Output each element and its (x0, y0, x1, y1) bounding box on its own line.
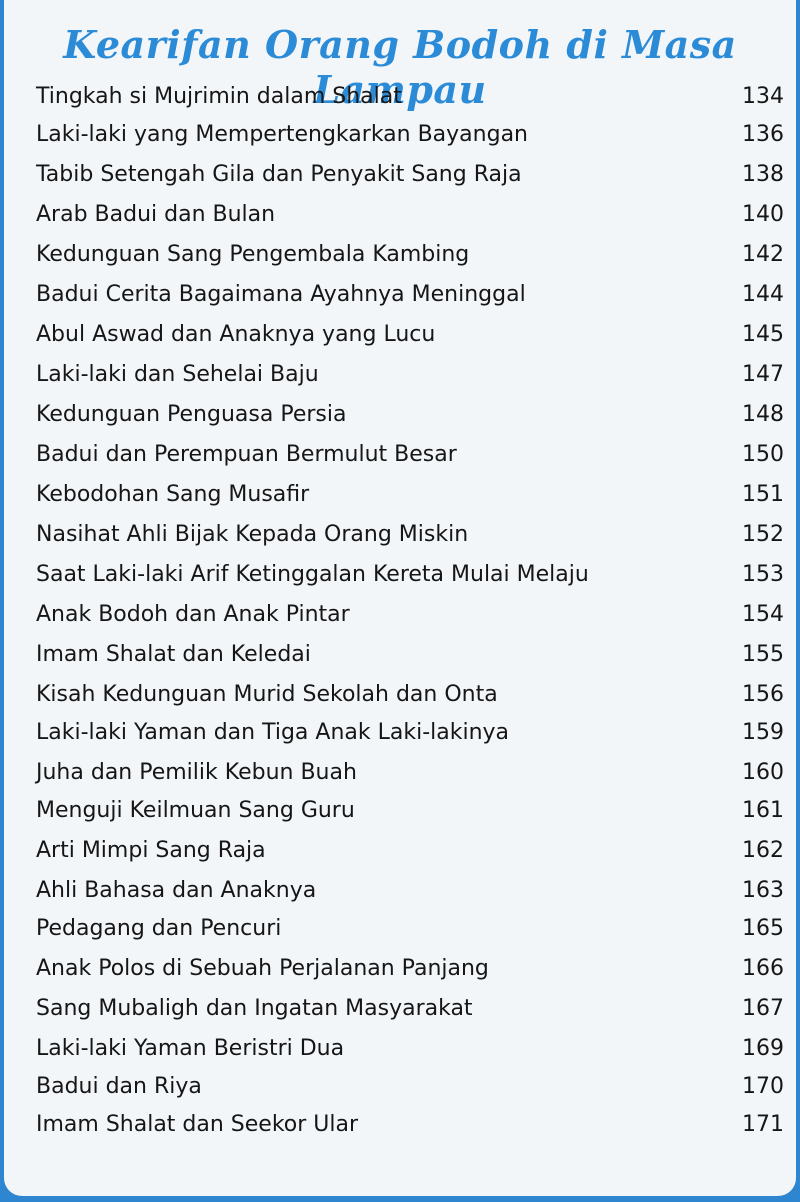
toc-entry (36, 522, 784, 560)
toc-entry-page: 147 (742, 362, 784, 387)
toc-entry (36, 402, 784, 440)
toc-entry-title: Imam Shalat dan Seekor Ular (36, 1112, 359, 1137)
toc-entry-page: 165 (742, 916, 784, 941)
toc-entry (36, 122, 784, 160)
toc-entry (36, 798, 784, 836)
toc-entry (36, 956, 784, 994)
toc-entry (36, 878, 784, 916)
toc-entry-title: Menguji Keilmuan Sang Guru (36, 798, 355, 823)
toc-entry-page: 169 (742, 1036, 784, 1061)
toc-entry-page: 151 (742, 482, 784, 507)
toc-entry-title: Arti Mimpi Sang Raja (36, 838, 266, 863)
toc-entry-title: Imam Shalat dan Keledai (36, 642, 311, 667)
toc-entry (36, 1074, 784, 1112)
toc-entry-page: 170 (742, 1074, 784, 1099)
toc-entry-title: Pedagang dan Pencuri (36, 916, 282, 941)
toc-entry-title: Badui dan Perempuan Bermulut Besar (36, 442, 457, 467)
toc-entry (36, 482, 784, 520)
toc-entry-page: 134 (742, 84, 784, 109)
toc-entry (36, 838, 784, 876)
toc-entry-title: Laki-laki Yaman Beristri Dua (36, 1036, 345, 1061)
toc-entry-page: 167 (742, 996, 784, 1021)
toc-entry-title: Laki-laki Yaman dan Tiga Anak Laki-lakinya (36, 720, 510, 745)
toc-entry-title: Kebodohan Sang Musafir (36, 482, 310, 507)
toc-entry-page: 160 (742, 760, 784, 785)
toc-entry-page: 171 (742, 1112, 784, 1137)
toc-entry-page: 163 (742, 878, 784, 903)
toc-entry-page: 154 (742, 602, 784, 627)
toc-entry (36, 84, 784, 122)
toc-entry-title: Anak Bodoh dan Anak Pintar (36, 602, 350, 627)
toc-entry-title: Anak Polos di Sebuah Perjalanan Panjang (36, 956, 489, 981)
section-title: Kearifan Orang Bodoh di Masa Lampau (63, 22, 737, 112)
toc-entry-title: Nasihat Ahli Bijak Kepada Orang Miskin (36, 522, 469, 547)
toc-entry-title: Laki-laki yang Mempertengkarkan Bayangan (36, 122, 528, 147)
toc-entry (36, 282, 784, 320)
toc-entry-page: 142 (742, 242, 784, 267)
toc-entry-page: 148 (742, 402, 784, 427)
toc-entry (36, 996, 784, 1034)
toc-entry (36, 362, 784, 400)
toc-entry (36, 162, 784, 200)
toc-entry-page: 136 (742, 122, 784, 147)
toc-entry-page: 162 (742, 838, 784, 863)
toc-entry (36, 682, 784, 720)
page-sheet (4, 0, 796, 1196)
toc-entry (36, 202, 784, 240)
toc-entry-title: Badui dan Riya (36, 1074, 202, 1099)
toc-entry-title: Tingkah si Mujrimin dalam Shalat (36, 84, 402, 109)
toc-entry (36, 562, 784, 600)
toc-entry-page: 150 (742, 442, 784, 467)
toc-entry-title: Laki-laki dan Sehelai Baju (36, 362, 319, 387)
toc-entry (36, 760, 784, 798)
toc-entry-title: Saat Laki-laki Arif Ketinggalan Kereta Mulai Melaju (36, 562, 589, 587)
toc-entry-page: 153 (742, 562, 784, 587)
toc-entry-title: Kedunguan Sang Pengembala Kambing (36, 242, 470, 267)
toc-entry (36, 322, 784, 360)
toc-entry-title: Abul Aswad dan Anaknya yang Lucu (36, 322, 436, 347)
toc-entry (36, 1112, 784, 1150)
toc-entry-page: 166 (742, 956, 784, 981)
toc-entry-title: Juha dan Pemilik Kebun Buah (36, 760, 357, 785)
toc-entry (36, 720, 784, 758)
toc-entry-page: 156 (742, 682, 784, 707)
toc-entry-page: 152 (742, 522, 784, 547)
toc-entry-page: 155 (742, 642, 784, 667)
toc-entry-page: 138 (742, 162, 784, 187)
toc-entry (36, 1036, 784, 1074)
toc-entry (36, 916, 784, 954)
toc-entry-page: 159 (742, 720, 784, 745)
toc-entry-title: Kedunguan Penguasa Persia (36, 402, 347, 427)
toc-entry-title: Sang Mubaligh dan Ingatan Masyarakat (36, 996, 473, 1021)
toc-entry-title: Badui Cerita Bagaimana Ayahnya Meninggal (36, 282, 526, 307)
toc-entry-page: 144 (742, 282, 784, 307)
toc-entry-page: 145 (742, 322, 784, 347)
toc-entry-title: Kisah Kedunguan Murid Sekolah dan Onta (36, 682, 498, 707)
toc-entry-page: 161 (742, 798, 784, 823)
toc-entry (36, 642, 784, 680)
toc-entry-page: 140 (742, 202, 784, 227)
toc-entry-title: Tabib Setengah Gila dan Penyakit Sang Raja (36, 162, 522, 187)
toc-entry (36, 602, 784, 640)
toc-entry (36, 442, 784, 480)
toc-entry-title: Ahli Bahasa dan Anaknya (36, 878, 317, 903)
toc-entry-title: Arab Badui dan Bulan (36, 202, 276, 227)
toc-entry (36, 242, 784, 280)
